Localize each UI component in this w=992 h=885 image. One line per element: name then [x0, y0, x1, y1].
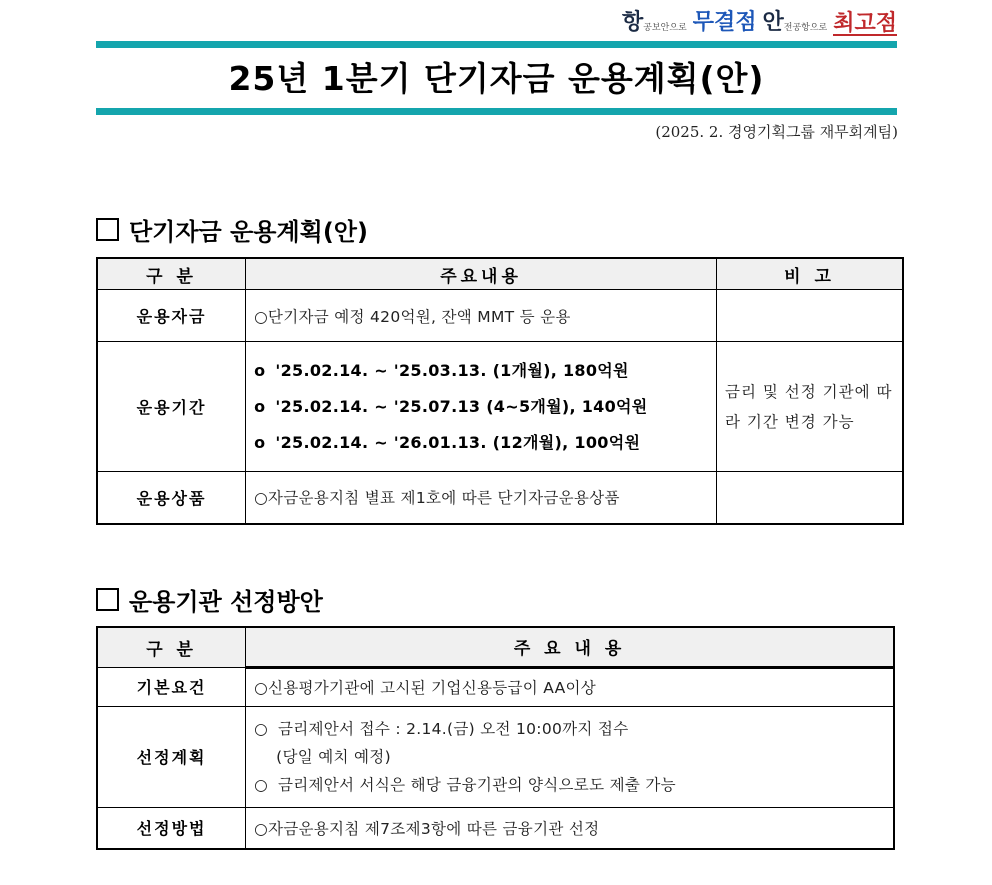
header-cell: 주요내용 [246, 258, 717, 290]
slogan-word: 안 [762, 9, 784, 35]
title-top-bar [96, 41, 897, 48]
slogan-word-small: 공보안으로 [643, 23, 687, 33]
row-content [246, 472, 717, 524]
bullet-icon: ○ [254, 819, 268, 838]
content-text: 금리제안서 접수 : 2.14.(금) 오전 10:00까지 접수 [277, 719, 629, 738]
content-text: (당일 예치 예정) [276, 747, 391, 766]
section-heading [96, 212, 368, 247]
row-content [246, 667, 894, 706]
bullet-icon: ○ [254, 679, 268, 697]
selection-table [96, 626, 895, 850]
header-cell: 주 요 내 용 [246, 627, 894, 667]
section-heading-text: 단기자금 운용계획(안) [129, 218, 368, 246]
content-text: 금리제안서 서식은 해당 금융기관의 양식으로도 제출 가능 [277, 775, 676, 794]
table-row [97, 342, 903, 472]
table-row [97, 667, 894, 706]
row-content [246, 706, 894, 807]
note-cell: 금리 및 선정 기관에 따라 기간 변경 가능 [716, 342, 903, 472]
slogan-word: 항 [621, 9, 644, 35]
dateline: (2025. 2. 경영기획그룹 재무회계팀) [655, 123, 898, 141]
slogan [622, 2, 897, 36]
slogan-word: 최고점 [833, 10, 897, 36]
bullet-icon: o [254, 432, 266, 452]
checkbox-square-icon [96, 218, 119, 241]
row-label: 기본요건 [97, 667, 246, 706]
row-label: 운용기간 [97, 342, 246, 472]
period-item: '25.02.14. ~ '26.01.13. (12개월), 100억원 [275, 432, 641, 452]
checkbox-square-icon [96, 588, 119, 611]
content-text: 단기자금 예정 420억원, 잔액 MMT 등 운용 [267, 307, 571, 326]
table-row [97, 706, 894, 807]
header-cell: 비 고 [716, 258, 903, 290]
bullet-icon: ○ [254, 719, 268, 738]
note-cell [716, 290, 903, 342]
table-row [97, 472, 903, 524]
row-label: 선정계획 [97, 706, 246, 807]
period-item: '25.02.14. ~ '25.07.13 (4~5개월), 140억원 [275, 396, 648, 416]
section-heading-text: 운용기관 선정방안 [129, 588, 323, 616]
slogan-word-small: 전공항으로 [783, 23, 828, 33]
row-label: 선정방법 [97, 807, 246, 849]
row-label: 운용상품 [97, 472, 246, 524]
title-bottom-bar [96, 108, 897, 115]
header-cell: 구 분 [97, 627, 246, 667]
content-text: 자금운용지침 별표 제1호에 따른 단기자금운용상품 [267, 489, 620, 508]
bullet-icon: ○ [254, 775, 268, 794]
bullet-icon: o [254, 360, 266, 380]
plan-table [96, 257, 904, 525]
document-title: 25년 1분기 단기자금 운용계획(안) [228, 59, 765, 98]
header-cell: 구 분 [97, 258, 246, 290]
table-row [97, 290, 903, 342]
content-text: 신용평가기관에 고시된 기업신용등급이 AA이상 [267, 679, 597, 697]
table-row [97, 807, 894, 849]
note-cell [716, 472, 903, 524]
row-content [246, 290, 717, 342]
row-content [246, 342, 717, 472]
bullet-icon: o [254, 396, 266, 416]
period-item: '25.02.14. ~ '25.03.13. (1개월), 180억원 [275, 360, 629, 380]
section-heading [96, 582, 323, 617]
bullet-icon: ○ [254, 307, 268, 326]
row-label: 운용자금 [97, 290, 246, 342]
row-content [246, 807, 894, 849]
content-text: 자금운용지침 제7조제3항에 따른 금융기관 선정 [267, 819, 600, 838]
slogan-word: 무결점 [692, 9, 757, 35]
bullet-icon: ○ [254, 489, 268, 508]
